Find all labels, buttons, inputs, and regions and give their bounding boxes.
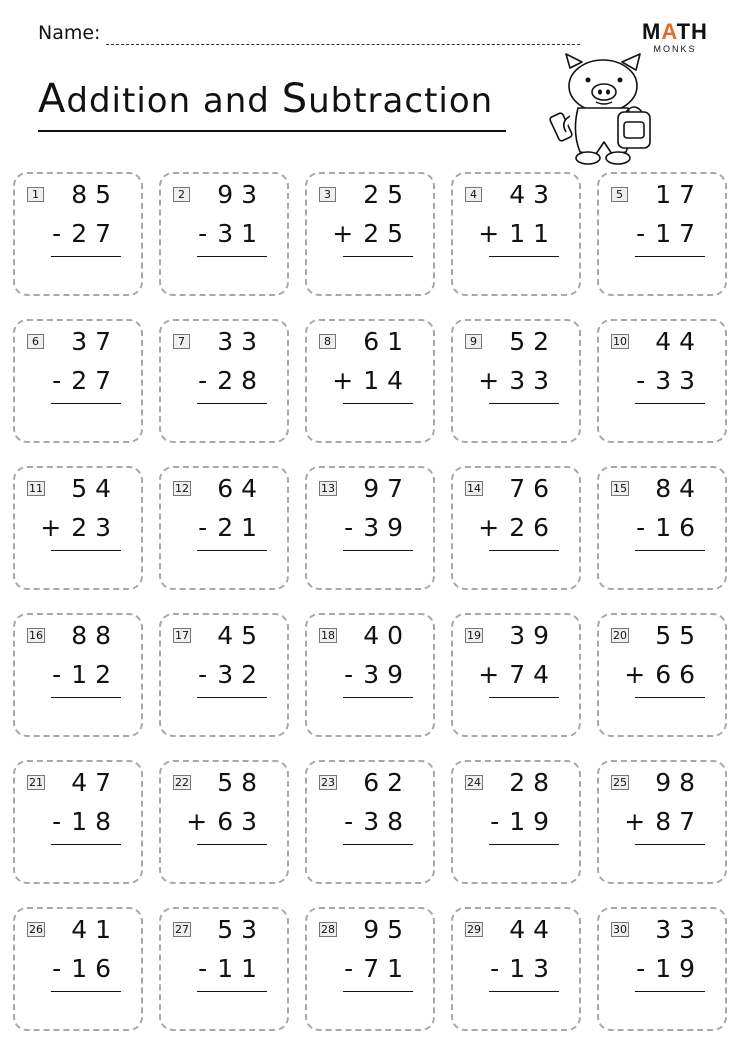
problem-card bbox=[305, 613, 435, 737]
problem-card bbox=[159, 613, 289, 737]
bottom-row bbox=[332, 366, 411, 395]
bottom-operand: 87 bbox=[655, 807, 703, 836]
bottom-operand: 11 bbox=[217, 954, 265, 983]
page-title bbox=[38, 76, 493, 122]
answer-line bbox=[489, 403, 559, 404]
problem-number: 13 bbox=[321, 482, 335, 495]
operator: - bbox=[198, 660, 216, 689]
operator: + bbox=[478, 219, 508, 248]
problem-number: 15 bbox=[613, 482, 627, 495]
bottom-row bbox=[636, 366, 703, 395]
bottom-row bbox=[636, 954, 703, 983]
bottom-operand: 66 bbox=[655, 660, 703, 689]
bottom-row bbox=[52, 219, 119, 248]
answer-line bbox=[51, 550, 121, 551]
problem-card bbox=[597, 613, 727, 737]
bottom-row bbox=[478, 660, 557, 689]
bottom-operand: 71 bbox=[363, 954, 411, 983]
name-line[interactable] bbox=[106, 44, 580, 45]
bottom-row bbox=[624, 807, 703, 836]
operator: - bbox=[344, 807, 362, 836]
problem-card bbox=[305, 319, 435, 443]
answer-line bbox=[197, 256, 267, 257]
bottom-operand: 26 bbox=[509, 513, 557, 542]
bottom-operand: 28 bbox=[217, 366, 265, 395]
operator: - bbox=[636, 513, 654, 542]
top-operand: 28 bbox=[509, 768, 557, 797]
problem-card bbox=[451, 907, 581, 1031]
problem-number: 16 bbox=[29, 629, 43, 642]
problem-number: 21 bbox=[29, 776, 43, 789]
bottom-operand: 32 bbox=[217, 660, 265, 689]
operator: - bbox=[198, 513, 216, 542]
answer-line bbox=[197, 550, 267, 551]
top-operand: 54 bbox=[71, 474, 119, 503]
bottom-operand: 19 bbox=[655, 954, 703, 983]
problem-card bbox=[159, 907, 289, 1031]
operator: + bbox=[332, 219, 362, 248]
bottom-operand: 25 bbox=[363, 219, 411, 248]
bottom-row bbox=[186, 807, 265, 836]
problem-card bbox=[159, 319, 289, 443]
problem-card bbox=[13, 613, 143, 737]
bottom-operand: 27 bbox=[71, 219, 119, 248]
top-operand: 45 bbox=[217, 621, 265, 650]
operator: - bbox=[344, 513, 362, 542]
problem-number: 29 bbox=[467, 923, 481, 936]
operator: - bbox=[636, 954, 654, 983]
bottom-operand: 11 bbox=[509, 219, 557, 248]
problem-number: 19 bbox=[467, 629, 481, 642]
problem-card bbox=[13, 319, 143, 443]
answer-line bbox=[197, 844, 267, 845]
top-operand: 76 bbox=[509, 474, 557, 503]
answer-line bbox=[51, 991, 121, 992]
problem-number: 2 bbox=[173, 187, 190, 202]
bottom-operand: 16 bbox=[71, 954, 119, 983]
bottom-operand: 23 bbox=[71, 513, 119, 542]
top-operand: 17 bbox=[655, 180, 703, 209]
answer-line bbox=[635, 697, 705, 698]
problem-number: 6 bbox=[27, 334, 44, 349]
bottom-operand: 38 bbox=[363, 807, 411, 836]
answer-line bbox=[197, 991, 267, 992]
top-operand: 44 bbox=[509, 915, 557, 944]
answer-line bbox=[343, 256, 413, 257]
top-operand: 95 bbox=[363, 915, 411, 944]
operator: - bbox=[52, 660, 70, 689]
title-text-2: ubtraction bbox=[308, 81, 494, 121]
operator: - bbox=[52, 219, 70, 248]
operator: + bbox=[186, 807, 216, 836]
answer-line bbox=[489, 991, 559, 992]
answer-line bbox=[51, 403, 121, 404]
bottom-row bbox=[636, 513, 703, 542]
bottom-operand: 63 bbox=[217, 807, 265, 836]
answer-line bbox=[197, 697, 267, 698]
answer-line bbox=[489, 256, 559, 257]
bottom-row bbox=[52, 807, 119, 836]
bottom-operand: 27 bbox=[71, 366, 119, 395]
problem-number: 18 bbox=[321, 629, 335, 642]
problem-number: 12 bbox=[175, 482, 189, 495]
pig-with-backpack-icon bbox=[548, 52, 660, 168]
problem-card bbox=[451, 319, 581, 443]
answer-line bbox=[489, 550, 559, 551]
problem-card bbox=[597, 760, 727, 884]
top-operand: 40 bbox=[363, 621, 411, 650]
operator: + bbox=[40, 513, 70, 542]
bottom-operand: 74 bbox=[509, 660, 557, 689]
problem-card bbox=[13, 466, 143, 590]
bottom-row bbox=[624, 660, 703, 689]
problem-number: 4 bbox=[465, 187, 482, 202]
operator: + bbox=[478, 513, 508, 542]
top-operand: 93 bbox=[217, 180, 265, 209]
bottom-operand: 14 bbox=[363, 366, 411, 395]
top-operand: 33 bbox=[217, 327, 265, 356]
bottom-row bbox=[332, 219, 411, 248]
top-operand: 61 bbox=[363, 327, 411, 356]
bottom-operand: 39 bbox=[363, 660, 411, 689]
answer-line bbox=[489, 697, 559, 698]
operator: - bbox=[198, 366, 216, 395]
bottom-row bbox=[344, 954, 411, 983]
logo bbox=[642, 20, 708, 55]
top-operand: 62 bbox=[363, 768, 411, 797]
top-operand: 44 bbox=[655, 327, 703, 356]
problem-number: 27 bbox=[175, 923, 189, 936]
problem-card bbox=[13, 907, 143, 1031]
top-operand: 97 bbox=[363, 474, 411, 503]
problem-number: 28 bbox=[321, 923, 335, 936]
answer-line bbox=[51, 697, 121, 698]
answer-line bbox=[343, 550, 413, 551]
operator: - bbox=[490, 807, 508, 836]
operator: - bbox=[344, 954, 362, 983]
bottom-operand: 33 bbox=[655, 366, 703, 395]
logo-a: A bbox=[661, 19, 677, 44]
problem-number: 3 bbox=[319, 187, 336, 202]
bottom-row bbox=[40, 513, 119, 542]
problem-number: 9 bbox=[465, 334, 482, 349]
top-operand: 84 bbox=[655, 474, 703, 503]
logo-th: TH bbox=[676, 19, 708, 44]
problem-number: 14 bbox=[467, 482, 481, 495]
bottom-operand: 16 bbox=[655, 513, 703, 542]
top-operand: 55 bbox=[655, 621, 703, 650]
bottom-operand: 17 bbox=[655, 219, 703, 248]
problem-card bbox=[305, 760, 435, 884]
problem-number: 30 bbox=[613, 923, 627, 936]
answer-line bbox=[635, 991, 705, 992]
answer-line bbox=[489, 844, 559, 845]
problem-card bbox=[159, 172, 289, 296]
problem-number: 1 bbox=[27, 187, 44, 202]
bottom-row bbox=[52, 954, 119, 983]
bottom-row bbox=[198, 219, 265, 248]
operator: - bbox=[198, 954, 216, 983]
title-cap-a: A bbox=[38, 76, 67, 122]
problem-number: 8 bbox=[319, 334, 336, 349]
title-underline bbox=[38, 130, 506, 132]
problem-card bbox=[305, 172, 435, 296]
answer-line bbox=[197, 403, 267, 404]
answer-line bbox=[51, 256, 121, 257]
bottom-row bbox=[198, 660, 265, 689]
bottom-row bbox=[478, 219, 557, 248]
bottom-row bbox=[344, 660, 411, 689]
bottom-operand: 13 bbox=[509, 954, 557, 983]
problem-number: 26 bbox=[29, 923, 43, 936]
top-operand: 25 bbox=[363, 180, 411, 209]
problem-card bbox=[13, 172, 143, 296]
problem-number: 11 bbox=[29, 482, 43, 495]
bottom-row bbox=[490, 954, 557, 983]
problem-card bbox=[597, 466, 727, 590]
answer-line bbox=[343, 844, 413, 845]
top-operand: 98 bbox=[655, 768, 703, 797]
bottom-row bbox=[198, 954, 265, 983]
name-label: Name: bbox=[38, 22, 101, 44]
problem-card bbox=[597, 319, 727, 443]
operator: + bbox=[624, 807, 654, 836]
bottom-row bbox=[490, 807, 557, 836]
operator: + bbox=[478, 660, 508, 689]
operator: - bbox=[198, 219, 216, 248]
title-cap-s: S bbox=[281, 76, 309, 122]
problem-card bbox=[451, 613, 581, 737]
top-operand: 39 bbox=[509, 621, 557, 650]
logo-main bbox=[642, 20, 708, 44]
problem-card bbox=[451, 466, 581, 590]
operator: - bbox=[52, 366, 70, 395]
answer-line bbox=[635, 844, 705, 845]
problem-number: 7 bbox=[173, 334, 190, 349]
top-operand: 41 bbox=[71, 915, 119, 944]
answer-line bbox=[635, 403, 705, 404]
top-operand: 37 bbox=[71, 327, 119, 356]
bottom-row bbox=[478, 513, 557, 542]
bottom-row bbox=[344, 513, 411, 542]
operator: + bbox=[624, 660, 654, 689]
top-operand: 85 bbox=[71, 180, 119, 209]
top-operand: 33 bbox=[655, 915, 703, 944]
operator: - bbox=[344, 660, 362, 689]
operator: - bbox=[52, 807, 70, 836]
bottom-row bbox=[52, 660, 119, 689]
top-operand: 47 bbox=[71, 768, 119, 797]
title-text-1: ddition and bbox=[66, 81, 282, 121]
bottom-operand: 31 bbox=[217, 219, 265, 248]
problem-number: 20 bbox=[613, 629, 627, 642]
problem-card bbox=[13, 760, 143, 884]
operator: - bbox=[52, 954, 70, 983]
problem-number: 23 bbox=[321, 776, 335, 789]
operator: + bbox=[478, 366, 508, 395]
problem-card bbox=[159, 760, 289, 884]
answer-line bbox=[343, 403, 413, 404]
bottom-operand: 19 bbox=[509, 807, 557, 836]
top-operand: 53 bbox=[217, 915, 265, 944]
problem-number: 17 bbox=[175, 629, 189, 642]
problem-number: 5 bbox=[611, 187, 628, 202]
operator: - bbox=[636, 366, 654, 395]
answer-line bbox=[635, 550, 705, 551]
answer-line bbox=[343, 991, 413, 992]
bottom-row bbox=[636, 219, 703, 248]
problem-card bbox=[159, 466, 289, 590]
bottom-operand: 21 bbox=[217, 513, 265, 542]
operator: - bbox=[490, 954, 508, 983]
problem-card bbox=[597, 907, 727, 1031]
problem-number: 22 bbox=[175, 776, 189, 789]
problem-card bbox=[597, 172, 727, 296]
top-operand: 52 bbox=[509, 327, 557, 356]
logo-sub: MONKS bbox=[653, 44, 697, 54]
bottom-row bbox=[52, 366, 119, 395]
problem-number: 25 bbox=[613, 776, 627, 789]
bottom-row bbox=[198, 513, 265, 542]
logo-m: M bbox=[642, 19, 662, 44]
top-operand: 43 bbox=[509, 180, 557, 209]
operator: + bbox=[332, 366, 362, 395]
bottom-row bbox=[478, 366, 557, 395]
problem-number: 24 bbox=[467, 776, 481, 789]
bottom-operand: 18 bbox=[71, 807, 119, 836]
bottom-operand: 33 bbox=[509, 366, 557, 395]
top-operand: 64 bbox=[217, 474, 265, 503]
top-operand: 58 bbox=[217, 768, 265, 797]
top-operand: 88 bbox=[71, 621, 119, 650]
answer-line bbox=[343, 697, 413, 698]
problem-card bbox=[305, 907, 435, 1031]
problem-number: 10 bbox=[613, 335, 627, 348]
problem-card bbox=[305, 466, 435, 590]
bottom-row bbox=[344, 807, 411, 836]
bottom-operand: 12 bbox=[71, 660, 119, 689]
answer-line bbox=[51, 844, 121, 845]
answer-line bbox=[635, 256, 705, 257]
problem-card bbox=[451, 760, 581, 884]
problem-card bbox=[451, 172, 581, 296]
operator: - bbox=[636, 219, 654, 248]
bottom-row bbox=[198, 366, 265, 395]
bottom-operand: 39 bbox=[363, 513, 411, 542]
